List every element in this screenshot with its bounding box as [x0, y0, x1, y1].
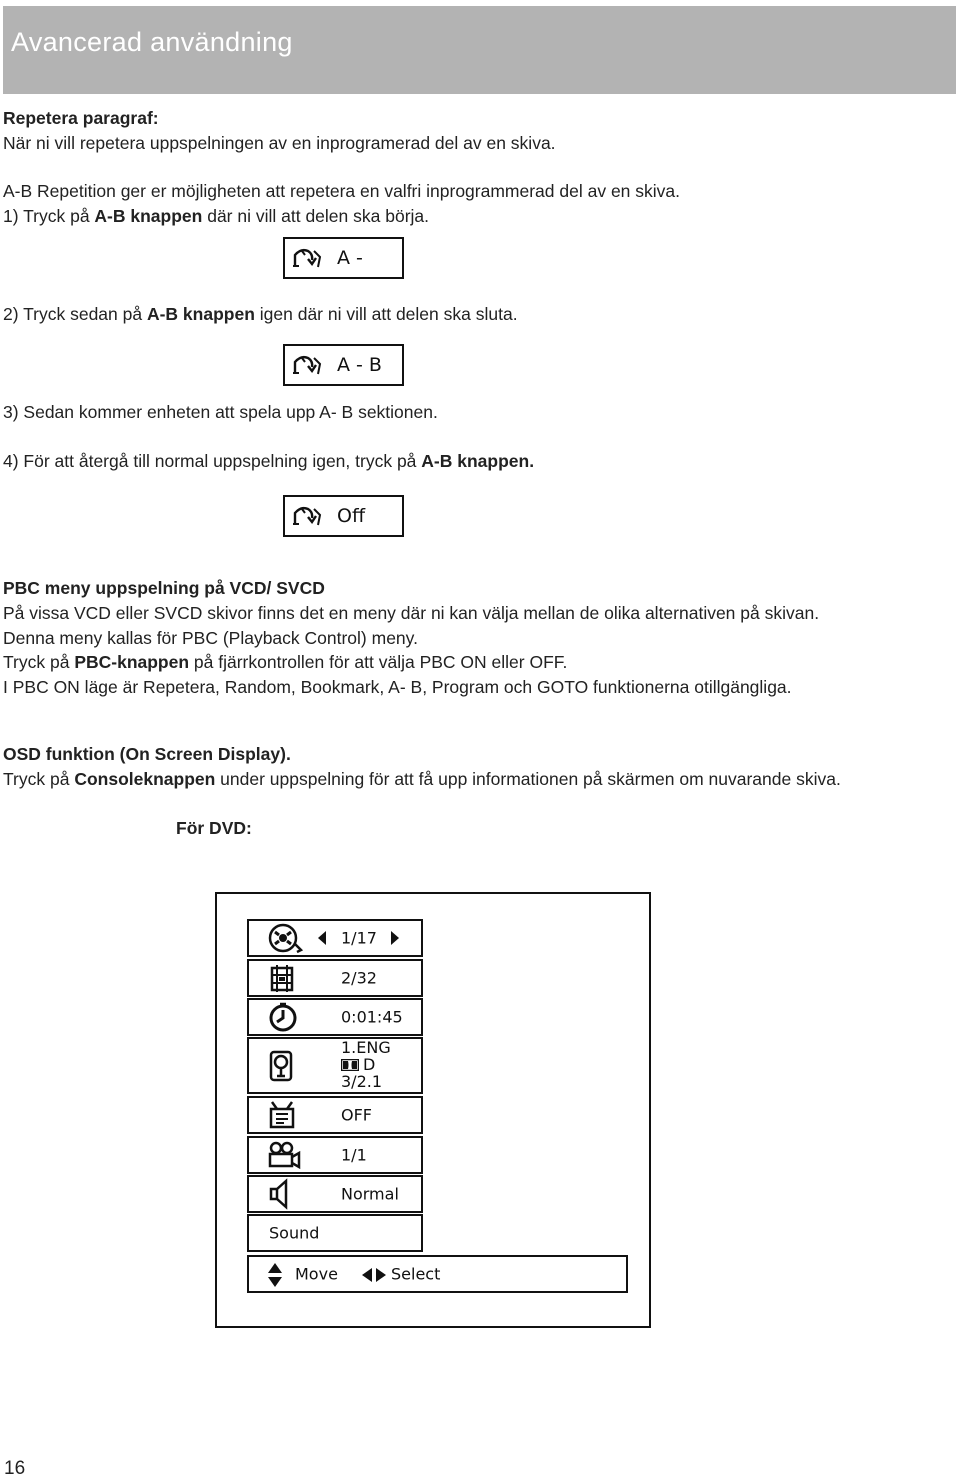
clock-icon: [267, 1001, 299, 1033]
move-label: Move: [295, 1264, 338, 1284]
section-title: Avancerad användning: [11, 27, 293, 57]
osd-repeat-a-text: A -: [337, 247, 363, 269]
osd-repeat-a: [283, 237, 404, 279]
dvd-row-time[interactable]: [247, 998, 423, 1036]
step-2: [3, 303, 518, 325]
osd-repeat-off-text: Off: [337, 505, 366, 527]
repeat-icon: [291, 503, 323, 529]
ab-button-ref: A-B knappen: [94, 206, 203, 226]
arrow-left-icon: [317, 930, 327, 946]
dvd-label: För DVD:: [176, 818, 252, 838]
pbc-button-ref: PBC-knappen: [74, 652, 190, 672]
dvd-row-sound[interactable]: [247, 1214, 423, 1252]
pbc-line-4: I PBC ON läge är Repetera, Random, Bookmark, A- B, Program och GOTO funktionerna otillgängliga.: [3, 677, 792, 697]
left-right-arrow-icon: [361, 1267, 387, 1283]
arrow-right-icon: [390, 930, 400, 946]
angle-value: 1/1: [341, 1145, 367, 1165]
dvd-row-chapter[interactable]: [247, 959, 423, 997]
repeat-icon: [291, 352, 323, 378]
step-4-text: 4) För att återgå till normal uppspelning igen, tryck på: [3, 451, 422, 471]
audio-channels: 3/2.1: [341, 1072, 383, 1091]
audio-language: 1.ENG: [341, 1038, 391, 1057]
dvd-row-subtitle[interactable]: [247, 1096, 423, 1134]
pbc-line-2: Denna meny kallas för PBC (Playback Control) meny.: [3, 628, 418, 648]
ab-button-ref: A-B knappen.: [421, 451, 535, 471]
dvd-osd-menu: [215, 892, 651, 1328]
section-header: [3, 6, 956, 94]
osd-repeat-off: [283, 495, 404, 537]
osd-line-text-end: under uppspelning för att få upp informationen på skärmen om nuvarande skiva.: [215, 769, 841, 789]
title-value: 1/17: [341, 928, 377, 948]
chapter-value: 2/32: [341, 968, 377, 988]
dvd-nav-hint: [247, 1255, 628, 1293]
ab-intro: A-B Repetition ger er möjligheten att repetera en valfri inprogrammerad del av en skiva.: [3, 181, 681, 201]
camera-angle-icon: [267, 1139, 301, 1171]
subtitle-icon: [267, 1099, 299, 1131]
ab-button-ref: A-B knappen: [146, 304, 255, 324]
time-value: 0:01:45: [341, 1007, 403, 1027]
console-button-ref: Consoleknappen: [74, 769, 216, 789]
audio-format-line: [341, 1056, 391, 1073]
step-1-text: 1) Tryck på: [3, 206, 95, 226]
repeat-intro: När ni vill repetera uppspelningen av en inprogramerad del av en skiva.: [3, 133, 556, 153]
dvd-row-angle[interactable]: [247, 1136, 423, 1174]
osd-line-text: Tryck på: [3, 769, 75, 789]
sound-mode-value: Normal: [341, 1184, 399, 1204]
osd-repeat-ab-text: A - B: [337, 354, 382, 376]
disc-icon: [267, 922, 303, 954]
step-3: 3) Sedan kommer enheten att spela upp A- B sektionen.: [3, 402, 438, 422]
step-2-text: 2) Tryck sedan på: [3, 304, 147, 324]
pbc-heading: PBC meny uppspelning på VCD/ SVCD: [3, 578, 325, 598]
dvd-row-sound-mode[interactable]: [247, 1175, 423, 1213]
pbc-line-1: På vissa VCD eller SVCD skivor finns det en meny där ni kan välja mellan de olika alternativen på skivan.: [3, 603, 820, 623]
page-number: 16: [4, 1458, 26, 1479]
step-1-text-end: där ni vill att delen ska börja.: [202, 206, 430, 226]
chapter-icon: [267, 962, 299, 994]
pbc-line-3: [3, 651, 567, 673]
osd-heading: OSD funktion (On Screen Display).: [3, 744, 291, 764]
dvd-row-title[interactable]: [247, 919, 423, 957]
sound-label: Sound: [269, 1223, 320, 1243]
osd-repeat-ab: [283, 344, 404, 386]
audio-icon: [267, 1049, 297, 1083]
step-4: [3, 450, 534, 472]
up-down-arrow-icon: [267, 1262, 283, 1288]
pbc-line-3-text: Tryck på: [3, 652, 75, 672]
step-1: [3, 205, 429, 227]
select-label: Select: [391, 1264, 441, 1284]
dolby-icon: [341, 1059, 359, 1071]
dvd-row-audio[interactable]: [247, 1037, 423, 1094]
repeat-icon: [291, 245, 323, 271]
step-2-text-end: igen där ni vill att delen ska sluta.: [254, 304, 518, 324]
pbc-line-3-text-end: på fjärrkontrollen för att välja PBC ON eller OFF.: [189, 652, 568, 672]
subtitle-value: OFF: [341, 1105, 372, 1125]
speaker-icon: [267, 1178, 299, 1210]
audio-format: D: [363, 1055, 376, 1074]
repeat-heading: Repetera paragraf:: [3, 108, 159, 128]
osd-line: [3, 768, 841, 790]
